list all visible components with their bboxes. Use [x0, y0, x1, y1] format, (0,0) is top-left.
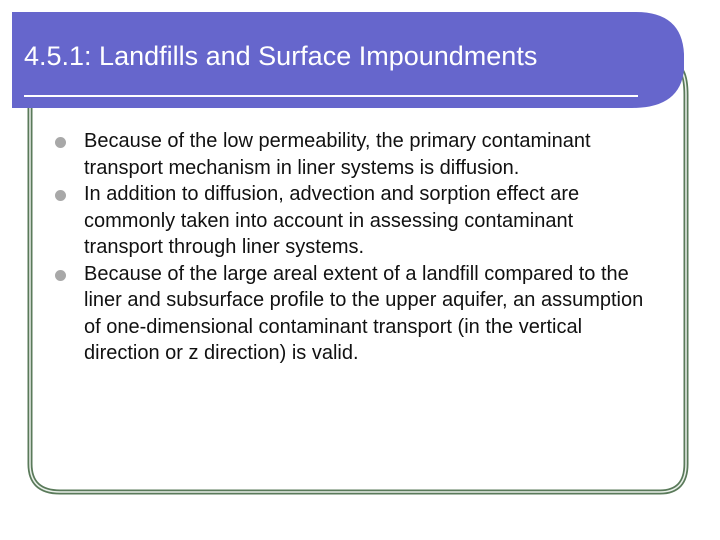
bullet-list: [0, 128, 680, 367]
bullet-item: [0, 261, 654, 367]
bullet-text: Because of the low permeability, the primary contaminant transport mechanism in liner systems is diffusion.: [84, 130, 591, 179]
slide-title: 4.5.1: Landfills and Surface Impoundments: [24, 41, 538, 71]
bullet-text: Because of the large areal extent of a landfill compared to the liner and subsurface profile to the upper aquifer, an assumption of one-dimensional contaminant transport (in the vertical direction or z direction) is valid.: [84, 262, 644, 364]
bullet-dot-icon: [55, 270, 66, 281]
bullet-item: [0, 181, 654, 261]
bullet-dot-icon: [55, 190, 66, 201]
bullet-dot-icon: [55, 137, 66, 148]
bullet-text: In addition to diffusion, advection and sorption effect are commonly taken into account in assessing contaminant transport through liner systems.: [84, 183, 580, 258]
bullet-item: [0, 128, 654, 181]
